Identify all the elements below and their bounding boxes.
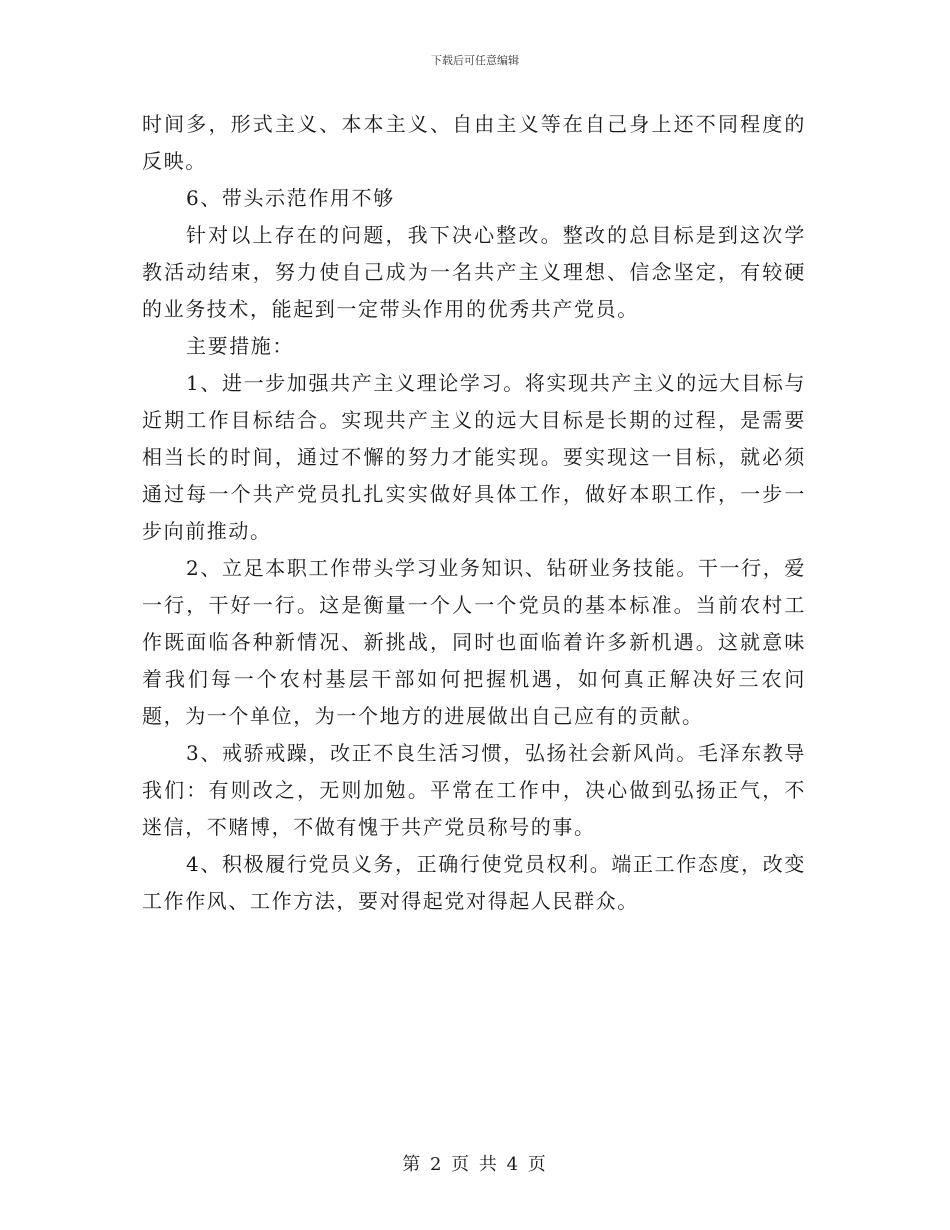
- paragraph-item-6: 6、带头示范作用不够: [186, 186, 395, 210]
- paragraph-measure-4: 4、积极履行党员义务，正确行使党员权利。端正工作态度，改变工作作风、工作方法，要对得起党对得起人民群众。: [142, 852, 806, 913]
- paragraph-measure-3: 3、戒骄戒躁，改正不良生活习惯，弘扬社会新风尚。毛泽东教导我们：有则改之，无则加勉。平常在工作中，决心做到弘扬正气，不迷信，不赌博，不做有愧于共产党员称号的事。: [142, 741, 806, 839]
- paragraph-rectification-goal: 针对以上存在的问题，我下决心整改。整改的总目标是到这次学教活动结束，努力使自己成为一名共产主义理想、信念坚定，有较硬的业务技术，能起到一定带头作用的优秀共产党员。: [142, 223, 806, 321]
- page-header-note: 下载后可任意编辑: [431, 54, 519, 67]
- paragraph-measure-2: 2、立足本职工作带头学习业务知识、钻研业务技能。干一行，爱一行，干好一行。这是衡量一个人一个党员的基本标准。当前农村工作既面临各种新情况、新挑战，同时也面临着许多新机遇。这就意味着我们每一个农村基层干部如何把握机遇，如何真正解决好三农问题，为一个单位，为一个地方的进展做出自己应有的贡献。: [142, 556, 806, 728]
- paragraph-measure-1: 1、进一步加强共产主义理论学习。将实现共产主义的远大目标与近期工作目标结合。实现共产主义的远大目标是长期的过程，是需要相当长的时间，通过不懈的努力才能实现。要实现这一目标，就必须通过每一个共产党员扎扎实实做好具体工作，做好本职工作，一步一步向前推动。: [142, 371, 806, 543]
- paragraph-main-measures-heading: 主要措施：: [186, 334, 294, 358]
- page-number: 第 2 页 共 4 页: [402, 1154, 548, 1175]
- paragraph-continuation: 时间多，形式主义、本本主义、自由主义等在自己身上还不同程度的反映。: [142, 112, 806, 173]
- document-body: [142, 106, 806, 920]
